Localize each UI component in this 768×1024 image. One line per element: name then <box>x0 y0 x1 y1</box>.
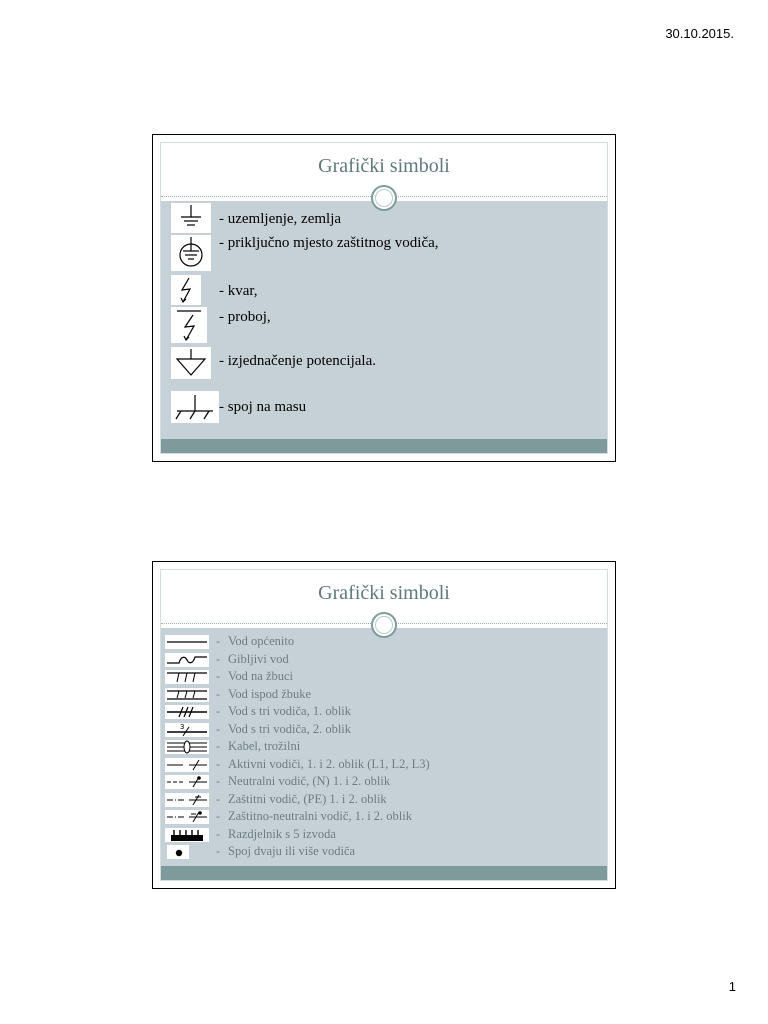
list-item-label: Vod na žbuci <box>228 669 294 683</box>
slide-2-frame <box>160 569 608 881</box>
list-item-label: Gibljivi vod <box>228 651 289 666</box>
list-item <box>161 774 607 791</box>
flexible-line-icon <box>165 653 209 667</box>
breakdown-icon <box>171 307 207 343</box>
list-dash: - <box>216 844 220 858</box>
list-item-label: Neutralni vodič, (N) 1. i 2. oblik <box>228 774 391 788</box>
equipotential-icon <box>171 347 211 379</box>
list-item-label: Zaštitni vodič, (PE) 1. i 2. oblik <box>228 791 387 806</box>
slide-2-circle-ornament <box>371 612 397 638</box>
list-item <box>161 722 607 739</box>
slide-1-body <box>161 201 607 439</box>
under-plaster-line-icon <box>165 688 209 702</box>
list-item <box>161 792 607 809</box>
list-item <box>161 739 607 756</box>
three-conductor-2-icon <box>165 723 209 737</box>
list-dash: - <box>216 826 220 841</box>
slide-1-title: Grafički simboli <box>318 155 450 177</box>
slide-2 <box>152 561 616 889</box>
list-dash: - <box>216 739 220 753</box>
active-conductors-icon <box>165 758 209 772</box>
protective-earth-icon <box>171 235 211 271</box>
list-item-label: - uzemljenje, zemlja <box>219 211 342 227</box>
page-date: 30.10.2015. <box>665 26 734 41</box>
list-item <box>161 652 607 669</box>
list-dash: - <box>216 704 220 718</box>
list-item <box>161 844 607 861</box>
cable-three-core-icon <box>165 740 209 754</box>
list-item-label: Aktivni vodiči, 1. i 2. oblik (L1, L2, L3) <box>228 756 430 771</box>
list-item-label: - izjednačenje potencijala. <box>219 353 376 369</box>
list-item-label: Vod s tri vodiča, 1. oblik <box>228 704 352 718</box>
list-item-label: - priključno mjesto zaštitnog vodiča, <box>219 235 439 251</box>
list-item <box>161 757 607 774</box>
list-dash: - <box>216 756 220 771</box>
list-dash: - <box>216 721 220 736</box>
list-dash: - <box>216 669 220 683</box>
list-item-label: Vod s tri vodiča, 2. oblik <box>228 721 352 736</box>
list-item-label: - proboj, <box>219 309 271 325</box>
list-item-label: Vod općenito <box>228 634 295 648</box>
slide-2-body <box>161 628 607 866</box>
earth-ground-icon <box>171 203 211 233</box>
protective-conductor-icon <box>165 793 209 807</box>
list-item <box>161 669 607 686</box>
list-item <box>161 827 607 844</box>
svg-text:3: 3 <box>180 722 185 731</box>
list-item <box>161 704 607 721</box>
list-item <box>161 809 607 826</box>
list-dash: - <box>216 634 220 648</box>
slide-1 <box>152 134 616 462</box>
fault-lightning-icon <box>171 275 201 305</box>
chassis-ground-icon <box>171 391 219 423</box>
list-item-label: Razdjelnik s 5 izvoda <box>228 826 336 841</box>
distributor-icon <box>165 828 209 842</box>
slide-1-footer-bar <box>161 439 607 453</box>
slide-2-footer-bar <box>161 866 607 880</box>
list-item-label: Zaštitno-neutralni vodič, 1. i 2. oblik <box>228 809 412 823</box>
list-dash: - <box>216 809 220 823</box>
list-item-label: Kabel, trožilni <box>228 739 301 753</box>
list-dash: - <box>216 686 220 701</box>
page-number: 1 <box>728 979 736 994</box>
list-dash: - <box>216 651 220 666</box>
pen-conductor-icon <box>165 810 209 824</box>
list-item-label: Spoj dvaju ili više vodiča <box>228 844 356 858</box>
list-item-label: - spoj na masu <box>219 399 307 415</box>
list-item <box>161 687 607 704</box>
slide-2-title: Grafički simboli <box>318 582 450 604</box>
junction-dot-icon <box>167 845 189 859</box>
neutral-conductor-icon <box>165 775 209 789</box>
list-item-label: Vod ispod žbuke <box>228 686 312 701</box>
three-conductor-1-icon <box>165 705 209 719</box>
slide-1-frame <box>160 142 608 454</box>
list-dash: - <box>216 774 220 788</box>
surface-line-icon <box>165 670 209 684</box>
slide-1-circle-ornament <box>371 185 397 211</box>
line-general-icon <box>165 635 209 649</box>
list-item-label: - kvar, <box>219 283 258 299</box>
list-dash: - <box>216 791 220 806</box>
